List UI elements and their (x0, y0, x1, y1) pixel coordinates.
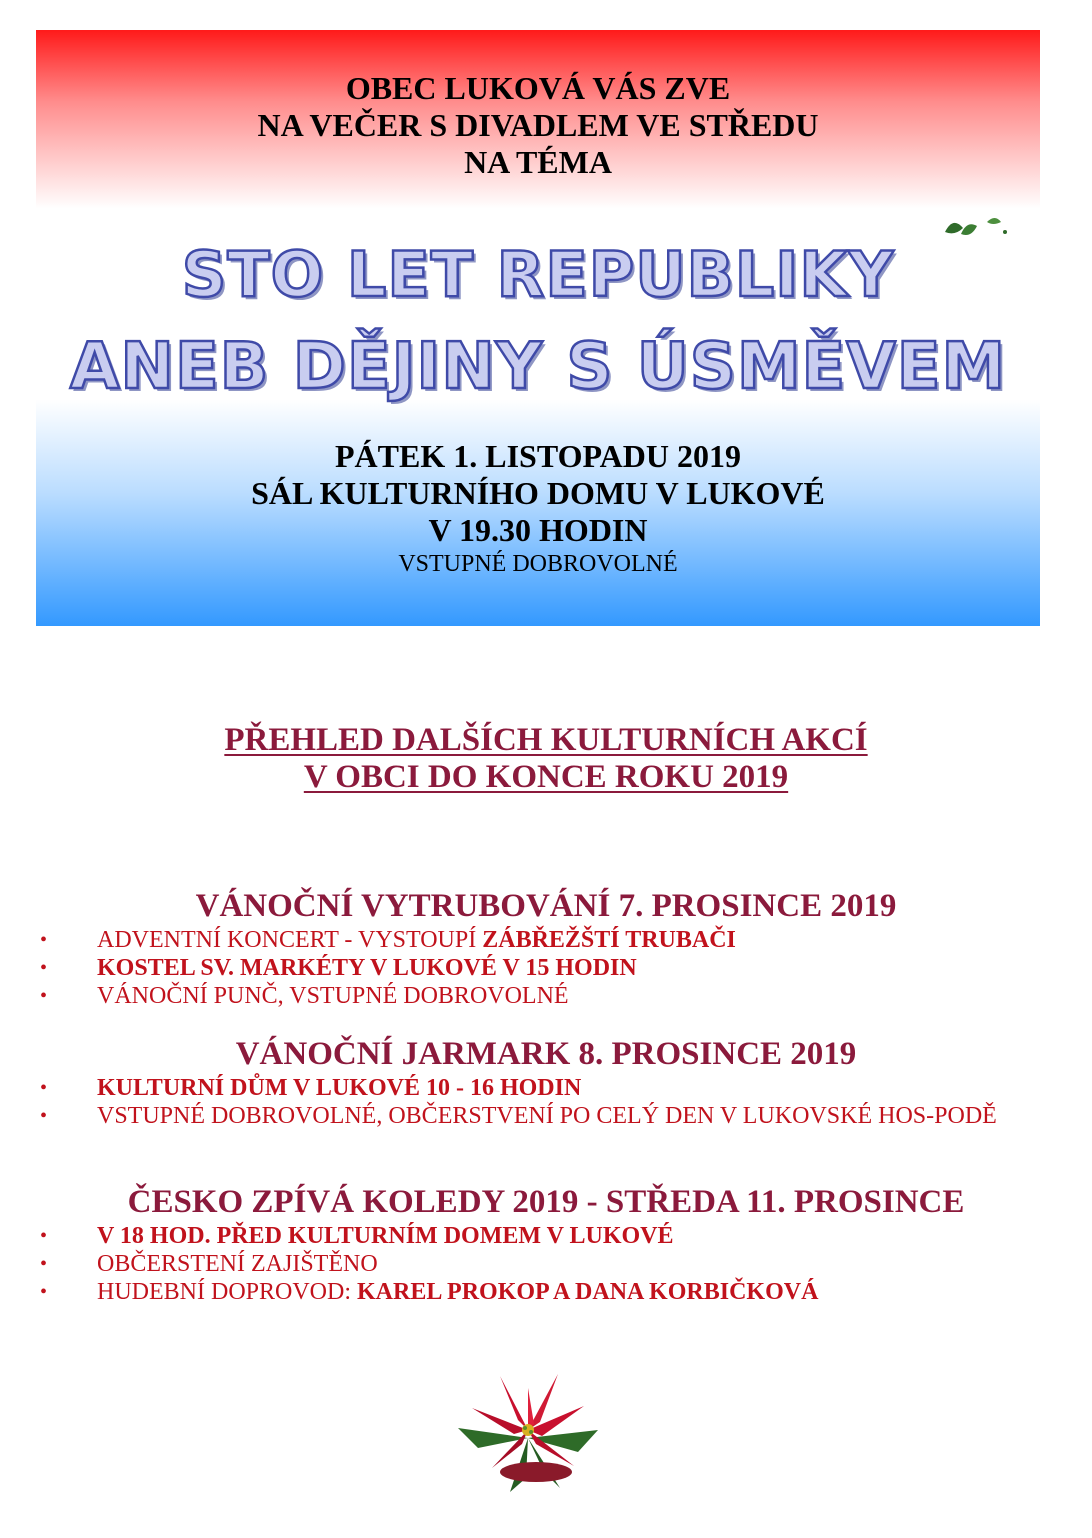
event-list (0, 1222, 1092, 1306)
overview-heading (0, 722, 1092, 796)
invitation-text (36, 70, 1040, 181)
event-details (36, 438, 1040, 579)
invite-line-2: NA VEČER S DIVADLEM VE STŘEDU (257, 107, 819, 143)
list-item (0, 1250, 1092, 1278)
headline-line-2: ANEB DĚJINY S ÚSMĚVEM (69, 330, 1007, 404)
leaves-icon (941, 212, 1011, 238)
list-item (0, 1074, 1092, 1102)
item-bold-text: ZÁBŘEŽŠTÍ TRUBAČI (482, 927, 736, 953)
event-title: VÁNOČNÍ VYTRUBOVÁNÍ 7. PROSINCE 2019 (195, 888, 897, 924)
list-item (0, 1222, 1092, 1250)
event-banner (36, 30, 1040, 626)
event-title: VÁNOČNÍ JARMARK 8. PROSINCE 2019 (235, 1036, 857, 1072)
item-text: ADVENTNÍ KONCERT - VYSTOUPÍ (97, 927, 483, 953)
event-section-2 (0, 1034, 1092, 1130)
headline-line-1: STO LET REPUBLIKY (181, 238, 895, 311)
invite-line-1: OBEC LUKOVÁ VÁS ZVE (345, 70, 731, 106)
item-text: VÁNOČNÍ PUNČ, VSTUPNÉ DOBROVOLNÉ (97, 983, 569, 1009)
invite-line-3: NA TÉMA (464, 144, 612, 180)
event-list (0, 926, 1092, 1010)
overview-line-2: V OBCI DO KONCE ROKU 2019 (303, 759, 789, 795)
event-list (0, 1074, 1092, 1130)
item-bold-text: KULTURNÍ DŮM V LUKOVÉ 10 - 16 HODIN (97, 1075, 582, 1101)
event-place: SÁL KULTURNÍHO DOMU V LUKOVÉ (251, 475, 825, 511)
list-item (0, 1278, 1092, 1306)
item-bold-text: KAREL PROKOP A DANA KORBIČKOVÁ (357, 1279, 819, 1305)
item-text: HUDEBNÍ DOPROVOD: (97, 1279, 358, 1305)
poinsettia-icon (448, 1368, 608, 1496)
list-item (0, 982, 1092, 1010)
event-title: ČESKO ZPÍVÁ KOLEDY 2019 - STŘEDA 11. PROSINCE (127, 1184, 965, 1220)
event-time: V 19.30 HODIN (428, 512, 648, 548)
list-item (0, 954, 1092, 982)
item-text: VSTUPNÉ DOBROVOLNÉ, OBČERSTVENÍ PO CELÝ DEN V LUKOVSKÉ HOS-PODĚ (97, 1103, 997, 1129)
overview-line-1: PŘEHLED DALŠÍCH KULTURNÍCH AKCÍ (224, 722, 868, 758)
event-entry: VSTUPNÉ DOBROVOLNÉ (398, 551, 678, 577)
event-section-3 (0, 1182, 1092, 1306)
event-section-1 (0, 886, 1092, 1010)
event-date: PÁTEK 1. LISTOPADU 2019 (335, 438, 741, 474)
item-text: OBČERSTENÍ ZAJIŠTĚNO (97, 1251, 378, 1277)
item-bold-text: KOSTEL SV. MARKÉTY V LUKOVÉ V 15 HODIN (97, 955, 637, 981)
item-bold-text: V 18 HOD. PŘED KULTURNÍM DOMEM V LUKOVÉ (97, 1223, 674, 1249)
list-item (0, 1102, 1092, 1130)
list-item (0, 926, 1092, 954)
